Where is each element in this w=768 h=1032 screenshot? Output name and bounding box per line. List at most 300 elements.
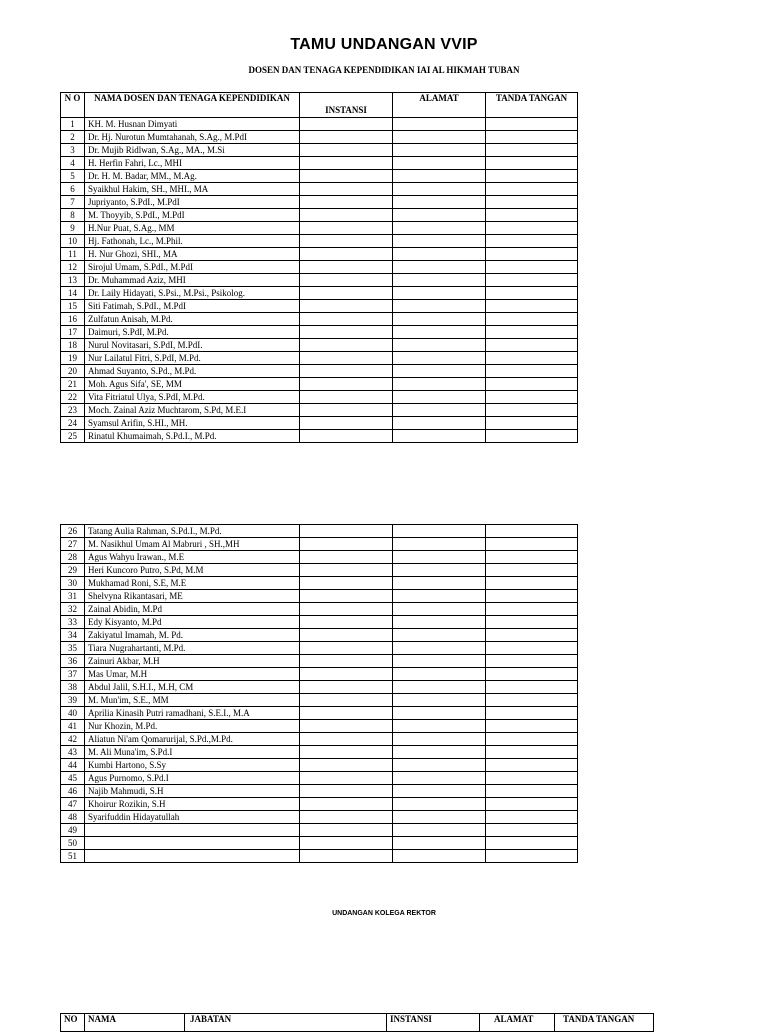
guest-name-cell: Dr. Laily Hidayati, S.Psi., M.Psi., Psikolog. [85,287,300,300]
alamat-cell [393,668,486,681]
instansi-cell [300,144,393,157]
guest-name-cell: H. Herfin Fahri, Lc., MHI [85,157,300,170]
document-subtitle: DOSEN DAN TENAGA KEPENDIDIKAN IAI AL HIKMAH TUBAN [248,65,520,75]
table2-header-row [61,1014,654,1032]
instansi-cell [300,694,393,707]
row-number-cell: 11 [61,248,85,261]
row-number-cell: 38 [61,681,85,694]
tanda-tangan-cell [486,551,578,564]
instansi-cell [300,157,393,170]
instansi-cell [300,430,393,443]
guest-name-cell: Vita Fitriatul Ulya, S.PdI, M.Pd. [85,391,300,404]
table-row [61,824,578,837]
alamat-cell [393,131,486,144]
row-number-cell: 45 [61,772,85,785]
tanda-tangan-cell [486,183,578,196]
guest-name-cell: Abdul Jalil, S.H.I., M.H, CM [85,681,300,694]
table-row [61,391,578,404]
table-row [61,430,578,443]
guest-name-cell: Heri Kuncoro Putro, S.Pd, M.M [85,564,300,577]
alamat-cell [393,274,486,287]
tanda-tangan-cell [486,577,578,590]
table2-header-tanda-tangan: TANDA TANGAN [555,1014,654,1032]
row-number-cell: 19 [61,352,85,365]
row-number-cell: 28 [61,551,85,564]
alamat-cell [393,759,486,772]
table-row [61,603,578,616]
alamat-cell [393,642,486,655]
tanda-tangan-cell [486,300,578,313]
section-title-kolega-rektor: UNDANGAN KOLEGA REKTOR [332,910,436,917]
table-row [61,365,578,378]
row-number-cell: 15 [61,300,85,313]
alamat-cell [393,811,486,824]
alamat-cell [393,538,486,551]
tanda-tangan-cell [486,417,578,430]
table-row [61,157,578,170]
alamat-cell [393,681,486,694]
table-row [61,590,578,603]
table2-header-alamat: ALAMAT [480,1014,555,1032]
tanda-tangan-cell [486,170,578,183]
table-row [61,538,578,551]
guest-name-cell: Moch. Zainal Aziz Muchtarom, S.Pd, M.E.I [85,404,300,417]
alamat-cell [393,603,486,616]
guest-name-cell: Dr. Muhammad Aziz, MHI [85,274,300,287]
table-row [61,378,578,391]
row-number-cell: 47 [61,798,85,811]
instansi-cell [300,404,393,417]
instansi-cell [300,209,393,222]
table-row [61,274,578,287]
tanda-tangan-cell [486,538,578,551]
table-row [61,655,578,668]
alamat-cell [393,313,486,326]
alamat-cell [393,235,486,248]
guest-name-cell: M. Mun'im, S.E., MM [85,694,300,707]
row-number-cell: 33 [61,616,85,629]
row-number-cell: 25 [61,430,85,443]
guest-name-cell: Sirojul Umam, S.PdI., M.PdI [85,261,300,274]
row-number-cell: 34 [61,629,85,642]
tanda-tangan-cell [486,391,578,404]
instansi-cell [300,235,393,248]
table-row [61,222,578,235]
row-number-cell: 14 [61,287,85,300]
guest-name-cell: Zakiyatul Imamah, M. Pd. [85,629,300,642]
guest-name-cell: Dr. Hj. Nurotun Mumtahanah, S.Ag., M.PdI [85,131,300,144]
instansi-cell [300,248,393,261]
instansi-cell [300,378,393,391]
table-row [61,170,578,183]
table2-header-nama: NAMA [85,1014,185,1032]
table-row [61,525,578,538]
tanda-tangan-cell [486,274,578,287]
instansi-cell [300,785,393,798]
header-no: N O [61,93,85,118]
tanda-tangan-cell [486,785,578,798]
guest-name-cell: Ahmad Suyanto, S.Pd., M.Pd. [85,365,300,378]
instansi-cell [300,313,393,326]
tanda-tangan-cell [486,196,578,209]
guest-name-cell [85,824,300,837]
row-number-cell: 21 [61,378,85,391]
row-number-cell: 27 [61,538,85,551]
table-row [61,850,578,863]
instansi-cell [300,326,393,339]
tanda-tangan-cell [486,681,578,694]
row-number-cell: 5 [61,170,85,183]
alamat-cell [393,746,486,759]
tanda-tangan-cell [486,131,578,144]
instansi-cell [300,352,393,365]
row-number-cell: 20 [61,365,85,378]
guest-name-cell: Najib Mahmudi, S.H [85,785,300,798]
guest-name-cell: H.Nur Puat, S.Ag., MM [85,222,300,235]
table-row [61,720,578,733]
guest-name-cell: Shelvyna Rikantasari, ME [85,590,300,603]
tanda-tangan-cell [486,850,578,863]
row-number-cell: 1 [61,118,85,131]
document-title: TAMU UNDANGAN VVIP [290,36,478,53]
alamat-cell [393,183,486,196]
row-number-cell: 32 [61,603,85,616]
tanda-tangan-cell [486,772,578,785]
table2-header-jabatan: JABATAN [185,1014,387,1032]
guest-name-cell: Kumbi Hartono, S.Sy [85,759,300,772]
guest-name-cell: H. Nur Ghozi, SHI., MA [85,248,300,261]
alamat-cell [393,694,486,707]
instansi-cell [300,287,393,300]
guest-name-cell: Agus Wahyu Irawan., M.E [85,551,300,564]
alamat-cell [393,577,486,590]
alamat-cell [393,261,486,274]
alamat-cell [393,798,486,811]
table-row [61,694,578,707]
table-row [61,131,578,144]
table-row [61,785,578,798]
table-row [61,837,578,850]
table-row [61,404,578,417]
row-number-cell: 36 [61,655,85,668]
table-header-row [61,93,578,118]
tanda-tangan-cell [486,590,578,603]
table-row [61,616,578,629]
row-number-cell: 9 [61,222,85,235]
row-number-cell: 50 [61,837,85,850]
guest-name-cell: KH. M. Husnan Dimyati [85,118,300,131]
instansi-cell [300,118,393,131]
tanda-tangan-cell [486,655,578,668]
row-number-cell: 26 [61,525,85,538]
alamat-cell [393,850,486,863]
table-row [61,417,578,430]
instansi-cell [300,655,393,668]
table-row [61,707,578,720]
instansi-cell [300,365,393,378]
alamat-cell [393,707,486,720]
table-row [61,681,578,694]
guest-name-cell: Dr. H. M. Badar, MM., M.Ag. [85,170,300,183]
instansi-cell [300,668,393,681]
table-row [61,326,578,339]
alamat-cell [393,144,486,157]
alamat-cell [393,391,486,404]
alamat-cell [393,733,486,746]
tanda-tangan-cell [486,404,578,417]
alamat-cell [393,430,486,443]
row-number-cell: 12 [61,261,85,274]
guest-name-cell: Edy Kisyanto, M.Pd [85,616,300,629]
row-number-cell: 24 [61,417,85,430]
alamat-cell [393,417,486,430]
alamat-cell [393,655,486,668]
instansi-cell [300,850,393,863]
guest-name-cell: Syamsul Arifin, S.HI., MH. [85,417,300,430]
table-row [61,248,578,261]
instansi-cell [300,811,393,824]
table-row [61,798,578,811]
tanda-tangan-cell [486,365,578,378]
row-number-cell: 42 [61,733,85,746]
guest-name-cell: Syarifuddin Hidayatullah [85,811,300,824]
table-row [61,118,578,131]
instansi-cell [300,772,393,785]
instansi-cell [300,759,393,772]
guest-name-cell: Tatang Aulia Rahman, S.Pd.I., M.Pd. [85,525,300,538]
instansi-cell [300,616,393,629]
instansi-cell [300,222,393,235]
guest-name-cell: Nur Lailatul Fitri, S.PdI, M.Pd. [85,352,300,365]
instansi-cell [300,629,393,642]
header-instansi: INSTANSI [300,93,393,118]
guest-name-cell: Zainal Abidin, M.Pd [85,603,300,616]
guest-name-cell: Khoirur Rozikin, S.H [85,798,300,811]
alamat-cell [393,785,486,798]
alamat-cell [393,772,486,785]
row-number-cell: 31 [61,590,85,603]
header-alamat: ALAMAT [393,93,486,118]
tanda-tangan-cell [486,707,578,720]
row-number-cell: 44 [61,759,85,772]
instansi-cell [300,538,393,551]
row-number-cell: 22 [61,391,85,404]
alamat-cell [393,209,486,222]
alamat-cell [393,157,486,170]
instansi-cell [300,746,393,759]
row-number-cell: 2 [61,131,85,144]
table-row [61,733,578,746]
tanda-tangan-cell [486,616,578,629]
header-name: NAMA DOSEN DAN TENAGA KEPENDIDIKAN [85,93,300,118]
tanda-tangan-cell [486,157,578,170]
instansi-cell [300,733,393,746]
guest-name-cell: Mas Umar, M.H [85,668,300,681]
alamat-cell [393,339,486,352]
guest-name-cell: Aprilia Kinasih Putri ramadhani, S.E.I., M.A [85,707,300,720]
row-number-cell: 4 [61,157,85,170]
guest-name-cell: Rinatul Khumaimah, S.Pd.I., M.Pd. [85,430,300,443]
tanda-tangan-cell [486,603,578,616]
instansi-cell [300,131,393,144]
table2-header-no: NO [61,1014,85,1032]
tanda-tangan-cell [486,564,578,577]
alamat-cell [393,616,486,629]
instansi-cell [300,274,393,287]
alamat-cell [393,170,486,183]
instansi-cell [300,824,393,837]
alamat-cell [393,196,486,209]
tanda-tangan-cell [486,430,578,443]
instansi-cell [300,339,393,352]
tanda-tangan-cell [486,525,578,538]
guest-name-cell: Dr. Mujib Ridlwan, S.Ag., MA., M.Si [85,144,300,157]
table-row [61,759,578,772]
guest-name-cell: Mukhamad Roni, S.E, M.E [85,577,300,590]
tanda-tangan-cell [486,339,578,352]
row-number-cell: 46 [61,785,85,798]
row-number-cell: 39 [61,694,85,707]
kolega-rektor-table [60,1013,654,1032]
guest-rows-part-1 [61,118,578,443]
table-row [61,287,578,300]
instansi-cell [300,564,393,577]
guest-name-cell: M. Thoyyib, S.PdI., M.PdI [85,209,300,222]
instansi-cell [300,707,393,720]
row-number-cell: 18 [61,339,85,352]
row-number-cell: 35 [61,642,85,655]
table-row [61,352,578,365]
instansi-cell [300,183,393,196]
tanda-tangan-cell [486,378,578,391]
alamat-cell [393,352,486,365]
header-tanda-tangan: TANDA TANGAN [486,93,578,118]
alamat-cell [393,287,486,300]
row-number-cell: 30 [61,577,85,590]
alamat-cell [393,378,486,391]
guest-name-cell: M. Nasikhul Umam Al Mabruri , SH.,MH [85,538,300,551]
instansi-cell [300,196,393,209]
table-row [61,209,578,222]
guest-name-cell: Aliatun Ni'am Qomarurijal, S.Pd.,M.Pd. [85,733,300,746]
instansi-cell [300,551,393,564]
alamat-cell [393,551,486,564]
tanda-tangan-cell [486,733,578,746]
table-row [61,339,578,352]
row-number-cell: 43 [61,746,85,759]
instansi-cell [300,798,393,811]
table2-header-instansi: INSTANSI [387,1014,480,1032]
tanda-tangan-cell [486,352,578,365]
row-number-cell: 7 [61,196,85,209]
tanda-tangan-cell [486,746,578,759]
tanda-tangan-cell [486,720,578,733]
alamat-cell [393,525,486,538]
tanda-tangan-cell [486,118,578,131]
tanda-tangan-cell [486,668,578,681]
row-number-cell: 10 [61,235,85,248]
tanda-tangan-cell [486,759,578,772]
row-number-cell: 16 [61,313,85,326]
row-number-cell: 13 [61,274,85,287]
table-row [61,300,578,313]
row-number-cell: 48 [61,811,85,824]
table-row [61,261,578,274]
tanda-tangan-cell [486,287,578,300]
alamat-cell [393,720,486,733]
instansi-cell [300,170,393,183]
guest-name-cell: Nurul Novitasari, S.PdI, M.PdI. [85,339,300,352]
tanda-tangan-cell [486,824,578,837]
instansi-cell [300,261,393,274]
row-number-cell: 23 [61,404,85,417]
guest-name-cell: Tiara Nugrahartanti, M.Pd. [85,642,300,655]
table-row [61,564,578,577]
row-number-cell: 29 [61,564,85,577]
table-row [61,811,578,824]
tanda-tangan-cell [486,629,578,642]
tanda-tangan-cell [486,326,578,339]
instansi-cell [300,681,393,694]
table-row [61,144,578,157]
alamat-cell [393,222,486,235]
row-number-cell: 8 [61,209,85,222]
guest-rows-part-2 [61,525,578,863]
instansi-cell [300,837,393,850]
tanda-tangan-cell [486,222,578,235]
row-number-cell: 17 [61,326,85,339]
guest-name-cell: Moh. Agus Sifa', SE, MM [85,378,300,391]
table-row [61,196,578,209]
guest-name-cell: Siti Fatimah, S.PdI., M.PdI [85,300,300,313]
alamat-cell [393,300,486,313]
guest-name-cell: Jupriyanto, S.PdI., M.PdI [85,196,300,209]
tanda-tangan-cell [486,313,578,326]
alamat-cell [393,590,486,603]
guest-name-cell: Zulfatun Anisah, M.Pd. [85,313,300,326]
row-number-cell: 51 [61,850,85,863]
table-row [61,577,578,590]
guest-name-cell: Agus Purnomo, S.Pd.I [85,772,300,785]
row-number-cell: 41 [61,720,85,733]
table-row [61,313,578,326]
instansi-cell [300,603,393,616]
tanda-tangan-cell [486,235,578,248]
tanda-tangan-cell [486,209,578,222]
tanda-tangan-cell [486,261,578,274]
guest-name-cell: Zainuri Akbar, M.H [85,655,300,668]
guest-name-cell: Syaikhul Hakim, SH., MHI., MA [85,183,300,196]
instansi-cell [300,300,393,313]
guest-name-cell: Hj. Fathonah, Lc., M.Phil. [85,235,300,248]
instansi-cell [300,417,393,430]
tanda-tangan-cell [486,811,578,824]
tanda-tangan-cell [486,694,578,707]
alamat-cell [393,837,486,850]
tanda-tangan-cell [486,144,578,157]
row-number-cell: 6 [61,183,85,196]
tanda-tangan-cell [486,798,578,811]
alamat-cell [393,326,486,339]
table-row [61,746,578,759]
row-number-cell: 49 [61,824,85,837]
table-row [61,642,578,655]
guest-name-cell: Daimuri, S.PdI, M.Pd. [85,326,300,339]
tanda-tangan-cell [486,837,578,850]
instansi-cell [300,577,393,590]
instansi-cell [300,720,393,733]
guest-name-cell: Nur Khozin, M.Pd. [85,720,300,733]
